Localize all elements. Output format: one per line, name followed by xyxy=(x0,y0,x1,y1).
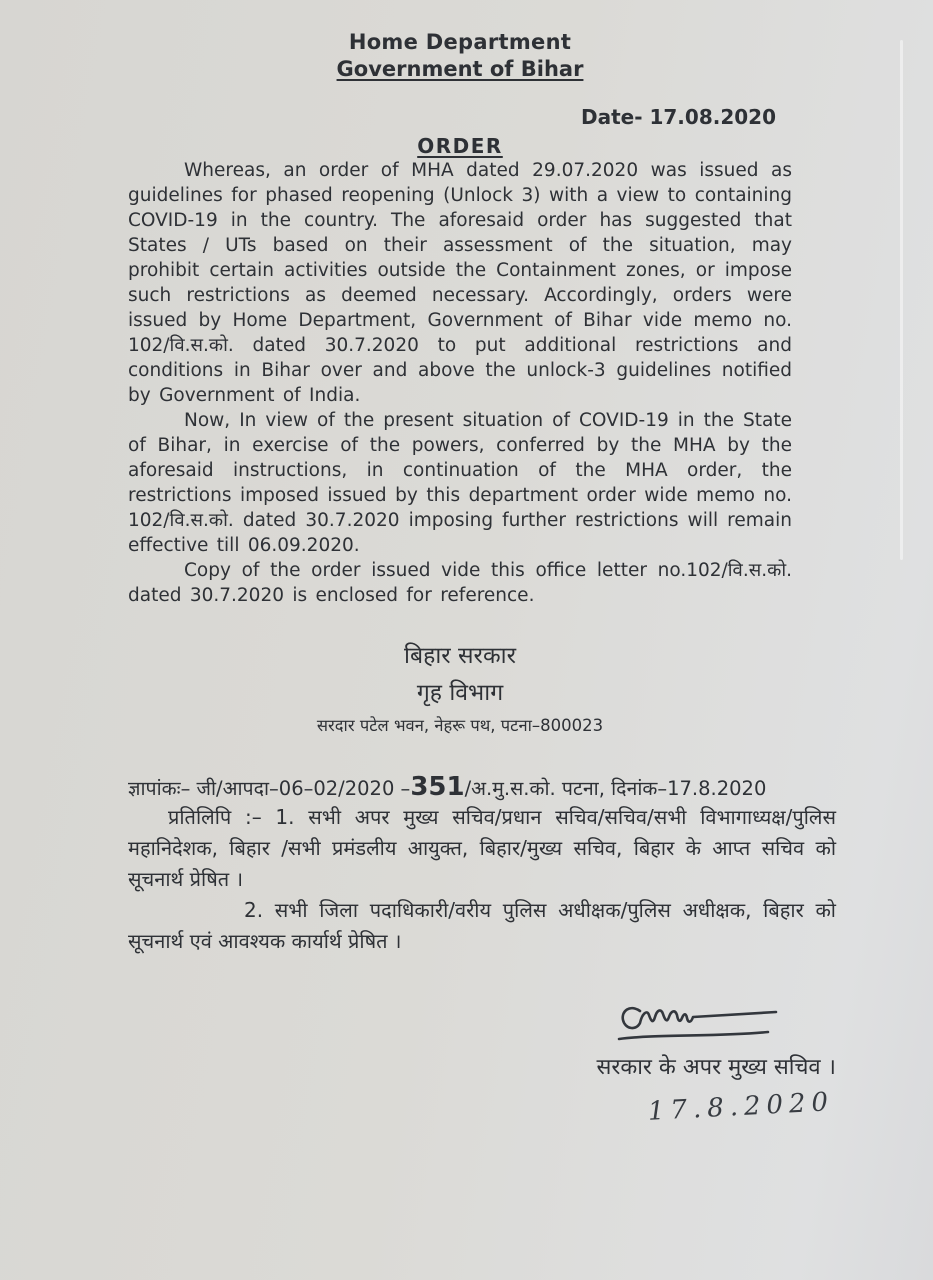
body-paragraph-copy-enclosed: Copy of the order issued vide this office letter no.102/वि.स.को. dated 30.7.2020 is enclosed for reference. xyxy=(128,560,792,606)
copy-item-1: प्रतिलिपि :– 1. सभी अपर मुख्य सचिव/प्रधान सचिव/सचिव/सभी विभागाध्यक्ष/पुलिस महानिदेशक, बिहार /सभी प्रमंडलीय आयुक्त, बिहार/मुख्य सचिव, बिहार के आप्त सचिव को सूचनार्थ प्रेषित । xyxy=(128,805,836,891)
body-paragraph-whereas: Whereas, an order of MHA dated 29.07.2020 was issued as guidelines for phased reopening (Unlock 3) with a view to containing COVID-19 in the country. The aforesaid order has suggested that States / UTs based on their assessment of the situation, may prohibit certain activities outside the Containment zones, or impose such restrictions as deemed necessary. Accordingly, orders were issued by Home Department, Government of Bihar vide memo no. 102/वि.स.को. dated 30.7.2020 to put additional restrictions and conditions in Bihar over and above the unlock-3 guidelines notified by Government of India. xyxy=(128,160,792,406)
memo-suffix: /अ.मु.स.को. पटना, दिनांक–17.8.2020 xyxy=(464,777,767,800)
issuer-department: गृह विभाग xyxy=(416,680,504,706)
page-subtitle: Government of Bihar xyxy=(336,57,584,81)
issuer-address: सरदार पटेल भवन, नेहरू पथ, पटना–800023 xyxy=(316,716,604,735)
signature-scribble xyxy=(616,997,786,1049)
body-paragraph-now: Now, In view of the present situation of COVID-19 in the State of Bihar, in exercise of the powers, conferred by the MHA by the aforesaid instructions, in continuation of the MHA order, the restrictions imposed issued by this department order wide memo no. 102/वि.स.को. dated 30.7.2020 imposing further restrictions will remain effective till 06.09.2020. xyxy=(128,410,792,556)
order-heading-row xyxy=(128,134,792,158)
signature-block xyxy=(128,997,836,1127)
copy-item-2: 2. सभी जिला पदाधिकारी/वरीय पुलिस अधीक्षक/पुलिस अधीक्षक, बिहार को सूचनार्थ एवं आवश्यक कार्यार्थ प्रेषित । xyxy=(128,898,836,953)
memo-prefix: ज्ञापांकः– जी/आपदा–06–02/2020 – xyxy=(128,777,411,800)
document-header xyxy=(128,30,792,81)
signature-area xyxy=(128,997,836,1049)
memo-line xyxy=(128,772,836,802)
signature-designation: सरकार के अपर मुख्य सचिव । xyxy=(596,1055,836,1080)
memo-number: 351 xyxy=(410,772,465,802)
date-line: Date- 17.08.2020 xyxy=(580,105,776,129)
issuer-block xyxy=(128,638,792,736)
handwritten-date: 17.8.2020 xyxy=(647,1087,835,1127)
page-title: Home Department xyxy=(348,30,572,54)
issuer-government: बिहार सरकार xyxy=(404,643,516,669)
order-heading: ORDER xyxy=(417,134,503,158)
